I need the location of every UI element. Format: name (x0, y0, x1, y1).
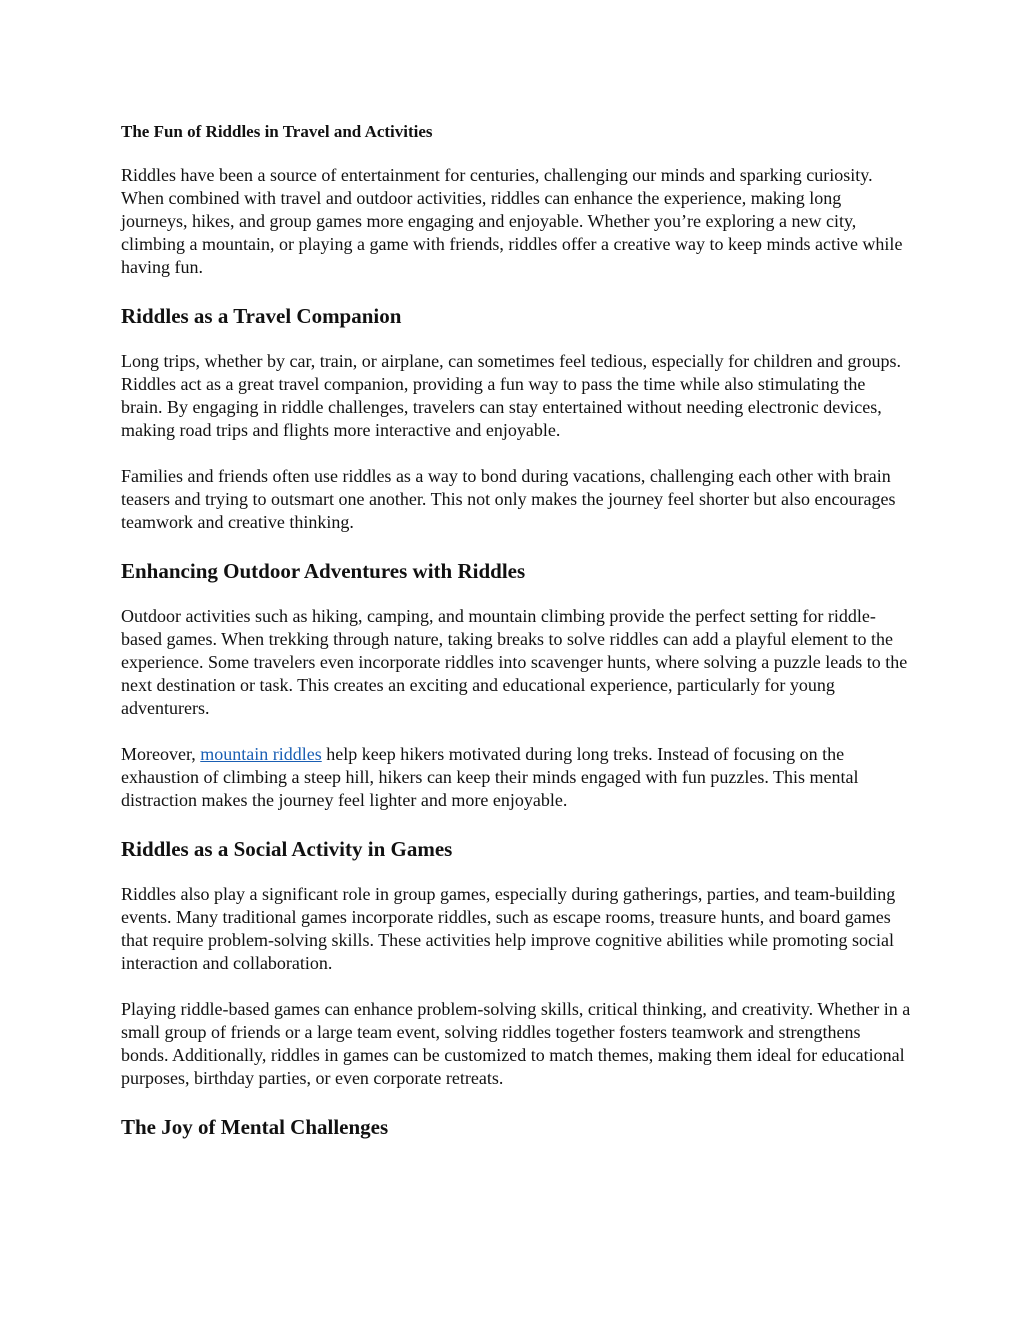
outdoor-adventures-paragraph-1: Outdoor activities such as hiking, camping, and mountain climbing provide the perfect setting for riddle-based games. When trekking through nature, taking breaks to solve riddles can add a playful element to the experience. Some travelers even incorporate riddles into scavenger hunts, where solving a puzzle leads to the next destination or task. This creates an exciting and educational experience, particularly for young adventurers. (121, 606, 908, 718)
document-page (121, 118, 911, 1161)
outdoor-adventures-paragraph-2 (121, 743, 911, 812)
section-heading-mental-challenges: The Joy of Mental Challenges (121, 1115, 389, 1139)
intro-paragraph: Riddles have been a source of entertainment for centuries, challenging our minds and sparking curiosity. When combined with travel and outdoor activities, riddles can enhance the experience, making long journeys, hikes, and group games more engaging and enjoyable. Whether you’re exploring a new city, climbing a mountain, or playing a game with friends, riddles offer a creative way to keep minds active while having fun. (121, 165, 903, 277)
document-title: The Fun of Riddles in Travel and Activities (121, 122, 433, 141)
section-heading-travel-companion: Riddles as a Travel Companion (121, 304, 402, 328)
mountain-riddles-link[interactable]: mountain riddles (200, 744, 322, 764)
link-paragraph-after: help keep hikers motivated during long treks. Instead of focusing on the exhaustion of climbing a steep hill, hikers can keep their minds engaged with fun puzzles. This mental distraction makes the journey feel lighter and more enjoyable. (121, 744, 859, 810)
section-heading-social-activity: Riddles as a Social Activity in Games (121, 837, 453, 861)
link-paragraph-before: Moreover, (121, 744, 201, 764)
travel-companion-paragraph-2: Families and friends often use riddles as a way to bond during vacations, challenging each other with brain teasers and trying to outsmart one another. This not only makes the journey feel shorter but also encourages teamwork and creative thinking. (121, 466, 896, 532)
travel-companion-paragraph-1: Long trips, whether by car, train, or airplane, can sometimes feel tedious, especially for children and groups. Riddles act as a great travel companion, providing a fun way to pass the time while also stimulating the brain. By engaging in riddle challenges, travelers can stay entertained without needing electronic devices, making road trips and flights more interactive and enjoyable. (121, 351, 902, 440)
section-heading-outdoor-adventures: Enhancing Outdoor Adventures with Riddles (121, 559, 526, 583)
social-activity-paragraph-2: Playing riddle-based games can enhance problem-solving skills, critical thinking, and creativity. Whether in a small group of friends or a large team event, solving riddles together fosters teamwork and strengthens bonds. Additionally, riddles in games can be customized to match themes, making them ideal for educational purposes, birthday parties, or even corporate retreats. (121, 999, 911, 1088)
social-activity-paragraph-1: Riddles also play a significant role in group games, especially during gatherings, parties, and team-building events. Many traditional games incorporate riddles, such as escape rooms, treasure hunts, and board games that require problem-solving skills. These activities help improve cognitive abilities while promoting social interaction and collaboration. (121, 884, 896, 973)
